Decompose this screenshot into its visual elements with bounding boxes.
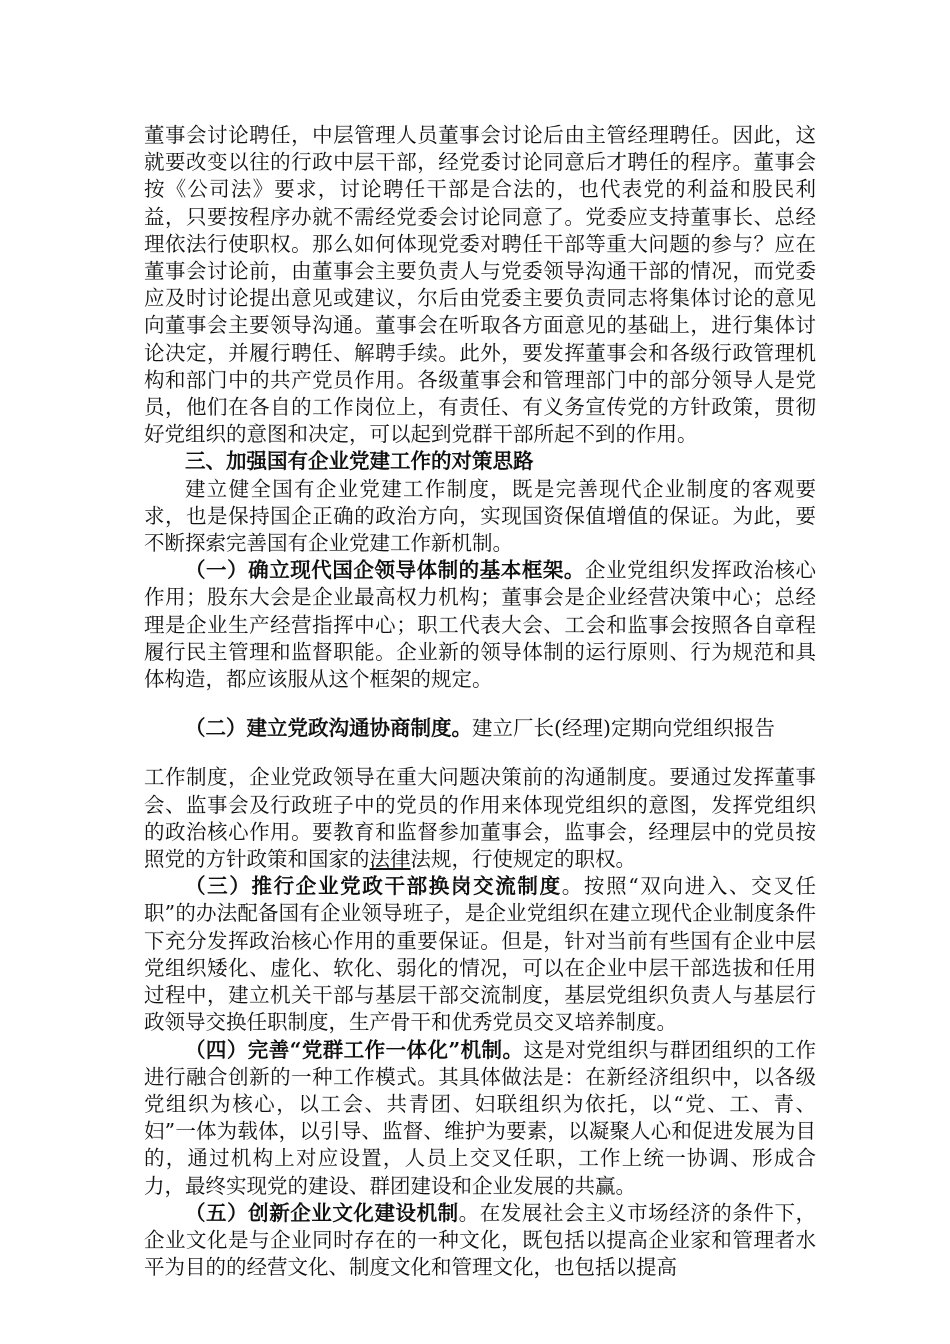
item-2-body-a: 建立厂长(经理)定期向党组织报告 <box>472 716 775 741</box>
item-3-title: （三）推行企业党政干部换岗交流制度 <box>185 874 562 899</box>
item-5-body: 。在发展社会主义市场经济的条件下，企业文化是与企业同时存在的一种文化，既包括以提高企业家和管理者水平为目的的经营文化、制度文化和管理文化，也包括以提高 <box>144 1200 816 1280</box>
list-item-3 <box>144 873 816 1036</box>
item-2-body-c: 法规，行使规定的职权。 <box>410 847 636 872</box>
item-4-title: （四）完善“党群工作一体化”机制。 <box>185 1037 524 1062</box>
body-paragraph-2: 建立健全国有企业党建工作制度，既是完善现代企业制度的客观要求，也是保持国企正确的政治方向，实现国资保值增值的保证。为此，要不断探索完善国有企业党建工作新机制。 <box>144 476 816 556</box>
item-3-body: 。按照“双向进入、交叉任职”的办法配备国有企业领导班子，是企业党组织在建立现代企业制度条件下充分发挥政治核心作用的重要保证。但是，针对当前有些国有企业中层党组织矮化、虚化、软化、弱化的情况，可以在企业中层干部选拔和任用过程中，建立机关干部与基层干部交流制度，基层党组织负责人与基层行政领导交换任职制度，生产骨干和优秀党员交叉培养制度。 <box>144 874 817 1035</box>
list-item-2-first-line <box>144 715 816 742</box>
list-item-2-continuation <box>144 764 816 873</box>
item-1-body: 企业党组织发挥政治核心作用；股东大会是企业最高权力机构；董事会是企业经营决策中心；总经理是企业生产经营指挥中心；职工代表大会、工会和监事会按照各自章程履行民主管理和监督职能。企业新的领导体制的运行原则、行为规范和具体构造，都应该服从这个框架的规定。 <box>144 558 817 692</box>
list-item-1 <box>144 557 816 693</box>
list-item-4 <box>144 1037 816 1200</box>
item-2-body-b: 工作制度，企业党政领导在重大问题决策前的沟通制度。要通过发挥董事会、监事会及行政班子中的党员的作用来体现党组织的意图，发挥党组织的政治核心作用。要教育和监督参加董事会，监事会，经理层中的党员按照党的方针政策和国家的 <box>144 765 816 872</box>
item-4-body: 这是对党组织与群团组织的工作进行融合创新的一种工作模式。其具体做法是：在新经济组织中，以各级党组织为核心，以工会、共青团、妇联组织为依托，以“党、工、青、妇”一体为载体，以引导、监督、维护为要素，以凝聚人心和促进发展为目的，通过机构上对应设置，人员上交叉任职，工作上统一协调、形成合力，最终实现党的建设、群团建设和企业发展的共赢。 <box>144 1037 816 1198</box>
document-page <box>144 122 816 1281</box>
item-1-title: （一）确立现代国企领导体制的基本框架。 <box>185 558 585 583</box>
law-link[interactable]: 法律 <box>369 847 411 872</box>
item-5-title: （五）创新企业文化建设机制 <box>185 1200 459 1225</box>
item-2-title: （二）建立党政沟通协商制度。 <box>185 716 472 741</box>
body-paragraph-1: 董事会讨论聘任，中层管理人员董事会讨论后由主管经理聘任。因此，这就要改变以往的行政中层干部，经党委讨论同意后才聘任的程序。董事会按《公司法》要求，讨论聘任干部是合法的，也代表党的利益和股民利益，只要按程序办就不需经党委会讨论同意了。党委应支持董事长、总经理依法行使职权。那么如何体现党委对聘任干部等重大问题的参与？应在董事会讨论前，由董事会主要负责人与党委领导沟通干部的情况，而党委应及时讨论提出意见或建议，尔后由党委主要负责同志将集体讨论的意见向董事会主要领导沟通。董事会在听取各方面意见的基础上，进行集体讨论决定，并履行聘任、解聘手续。此外，要发挥董事会和各级行政管理机构和部门中的共产党员作用。各级董事会和管理部门中的部分领导人是党员，他们在各自的工作岗位上，有责任、有义务宣传党的方针政策，贯彻好党组织的意图和决定，可以起到党群干部所起不到的作用。 <box>144 123 816 447</box>
section-heading-3: 三、加强国有企业党建工作的对策思路 <box>185 449 534 474</box>
list-item-5 <box>144 1200 816 1282</box>
